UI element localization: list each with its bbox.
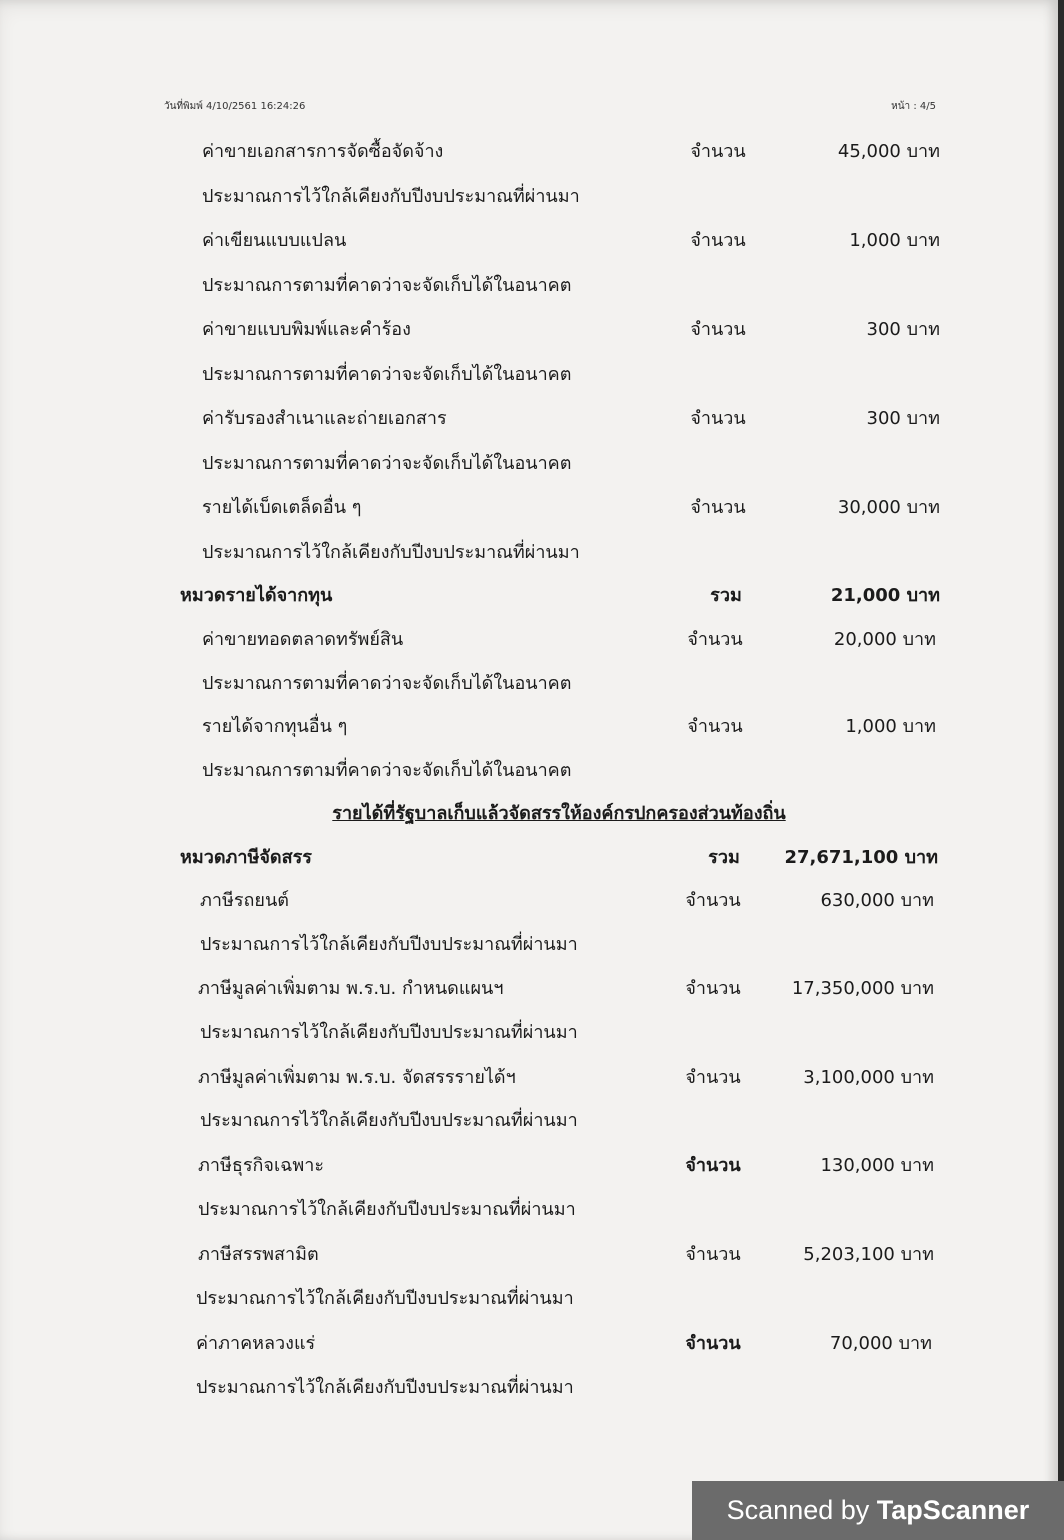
revenue-row xyxy=(0,225,1058,255)
item-qty: จำนวน xyxy=(685,1244,741,1265)
print-date: วันที่พิมพ์ 4/10/2561 16:24:26 xyxy=(164,101,306,112)
item-amount: 45,000 บาท xyxy=(837,141,940,162)
item-label: ค่าขายทอดตลาดทรัพย์สิน xyxy=(202,629,404,650)
item-qty: จำนวน xyxy=(690,230,746,251)
note-label: ประมาณการไว้ใกล้เคียงกับปีงบประมาณที่ผ่านมา xyxy=(200,934,578,955)
item-qty: จำนวน xyxy=(685,978,741,999)
item-label: ค่าขายแบบพิมพ์และคำร้อง xyxy=(202,319,411,340)
item-qty: จำนวน xyxy=(690,319,746,340)
item-qty: จำนวน xyxy=(685,1067,741,1088)
item-label: ภาษีมูลค่าเพิ่มตาม พ.ร.บ. กำหนดแผนฯ xyxy=(198,978,504,999)
revenue-row xyxy=(0,885,1058,915)
category-row xyxy=(0,580,1058,610)
item-amount: 300 บาท xyxy=(866,319,940,340)
category-label: หมวดรายได้จากทุน xyxy=(180,585,333,606)
item-amount: 300 บาท xyxy=(866,408,940,429)
estimate-note xyxy=(0,1194,1058,1224)
item-label: ภาษีสรรพสามิต xyxy=(198,1244,319,1265)
item-amount: 1,000 บาท xyxy=(849,230,940,251)
item-amount: 30,000 บาท xyxy=(837,497,940,518)
item-qty: จำนวน xyxy=(690,141,746,162)
item-label: ค่าขายเอกสารการจัดซื้อจัดจ้าง xyxy=(202,141,444,162)
estimate-note xyxy=(0,270,1058,300)
note-label: ประมาณการไว้ใกล้เคียงกับปีงบประมาณที่ผ่านมา xyxy=(202,542,580,563)
item-amount: 130,000 บาท xyxy=(820,1155,934,1176)
estimate-note xyxy=(0,1105,1058,1135)
watermark-brand: TapScanner xyxy=(876,1495,1030,1525)
item-amount: 70,000 บาท xyxy=(829,1333,932,1354)
revenue-row xyxy=(0,403,1058,433)
item-label: ค่าภาคหลวงแร่ xyxy=(196,1333,316,1354)
item-label: ค่าเขียนแบบแปลน xyxy=(202,230,347,251)
item-qty: จำนวน xyxy=(690,497,746,518)
estimate-note xyxy=(0,668,1058,698)
category-row xyxy=(0,842,1058,872)
note-label: ประมาณการไว้ใกล้เคียงกับปีงบประมาณที่ผ่านมา xyxy=(200,1110,578,1131)
category-total-label: รวม xyxy=(708,847,740,868)
revenue-row xyxy=(0,1062,1058,1092)
estimate-note xyxy=(0,181,1058,211)
scanner-watermark xyxy=(692,1481,1064,1540)
estimate-note xyxy=(0,929,1058,959)
revenue-row xyxy=(0,1328,1058,1358)
note-label: ประมาณการตามที่คาดว่าจะจัดเก็บได้ในอนาคต xyxy=(202,364,572,385)
item-label: รายได้จากทุนอื่น ๆ xyxy=(202,716,348,737)
estimate-note xyxy=(0,1017,1058,1047)
note-label: ประมาณการไว้ใกล้เคียงกับปีงบประมาณที่ผ่านมา xyxy=(196,1377,574,1398)
item-label: ภาษีรถยนต์ xyxy=(200,890,289,911)
revenue-row xyxy=(0,314,1058,344)
item-qty: จำนวน xyxy=(685,1155,741,1176)
item-label: ภาษีมูลค่าเพิ่มตาม พ.ร.บ. จัดสรรรายได้ฯ xyxy=(198,1067,516,1088)
item-amount: 3,100,000 บาท xyxy=(803,1067,934,1088)
revenue-row xyxy=(0,1150,1058,1180)
category-label: หมวดภาษีจัดสรร xyxy=(180,847,312,868)
note-label: ประมาณการไว้ใกล้เคียงกับปีงบประมาณที่ผ่านมา xyxy=(200,1022,578,1043)
estimate-note xyxy=(0,1372,1058,1402)
note-label: ประมาณการตามที่คาดว่าจะจัดเก็บได้ในอนาคต xyxy=(202,453,572,474)
revenue-row xyxy=(0,492,1058,522)
note-label: ประมาณการตามที่คาดว่าจะจัดเก็บได้ในอนาคต xyxy=(202,760,572,781)
item-qty: จำนวน xyxy=(685,1333,741,1354)
note-label: ประมาณการไว้ใกล้เคียงกับปีงบประมาณที่ผ่านมา xyxy=(202,186,580,207)
note-label: ประมาณการไว้ใกล้เคียงกับปีงบประมาณที่ผ่านมา xyxy=(196,1288,574,1309)
category-amount: 21,000 บาท xyxy=(830,585,940,606)
estimate-note xyxy=(0,359,1058,389)
revenue-row xyxy=(0,1239,1058,1269)
item-amount: 17,350,000 บาท xyxy=(791,978,934,999)
note-label: ประมาณการไว้ใกล้เคียงกับปีงบประมาณที่ผ่านมา xyxy=(198,1199,576,1220)
category-total-label: รวม xyxy=(710,585,742,606)
item-qty: จำนวน xyxy=(687,716,743,737)
estimate-note xyxy=(0,1283,1058,1313)
revenue-row xyxy=(0,624,1058,654)
item-qty: จำนวน xyxy=(690,408,746,429)
item-amount: 20,000 บาท xyxy=(833,629,936,650)
section-title: รายได้ที่รัฐบาลเก็บแล้วจัดสรรให้องค์กรปกครองส่วนท้องถิ่น xyxy=(332,803,786,824)
page-edge-shadow xyxy=(1058,0,1064,1540)
note-label: ประมาณการตามที่คาดว่าจะจัดเก็บได้ในอนาคต xyxy=(202,275,572,296)
item-amount: 630,000 บาท xyxy=(820,890,934,911)
item-label: ภาษีธุรกิจเฉพาะ xyxy=(198,1155,324,1176)
estimate-note xyxy=(0,448,1058,478)
item-amount: 5,203,100 บาท xyxy=(803,1244,934,1265)
item-amount: 1,000 บาท xyxy=(845,716,936,737)
revenue-row xyxy=(0,711,1058,741)
category-amount: 27,671,100 บาท xyxy=(784,847,938,868)
revenue-row xyxy=(0,136,1058,166)
item-qty: จำนวน xyxy=(687,629,743,650)
note-label: ประมาณการตามที่คาดว่าจะจัดเก็บได้ในอนาคต xyxy=(202,673,572,694)
item-qty: จำนวน xyxy=(685,890,741,911)
page-number: หน้า : 4/5 xyxy=(891,101,936,112)
item-label: ค่ารับรองสำเนาและถ่ายเอกสาร xyxy=(202,408,447,429)
watermark-prefix: Scanned by xyxy=(726,1495,877,1525)
estimate-note xyxy=(0,755,1058,785)
estimate-note xyxy=(0,537,1058,567)
revenue-row xyxy=(0,973,1058,1003)
item-label: รายได้เบ็ดเตล็ดอื่น ๆ xyxy=(202,497,362,518)
